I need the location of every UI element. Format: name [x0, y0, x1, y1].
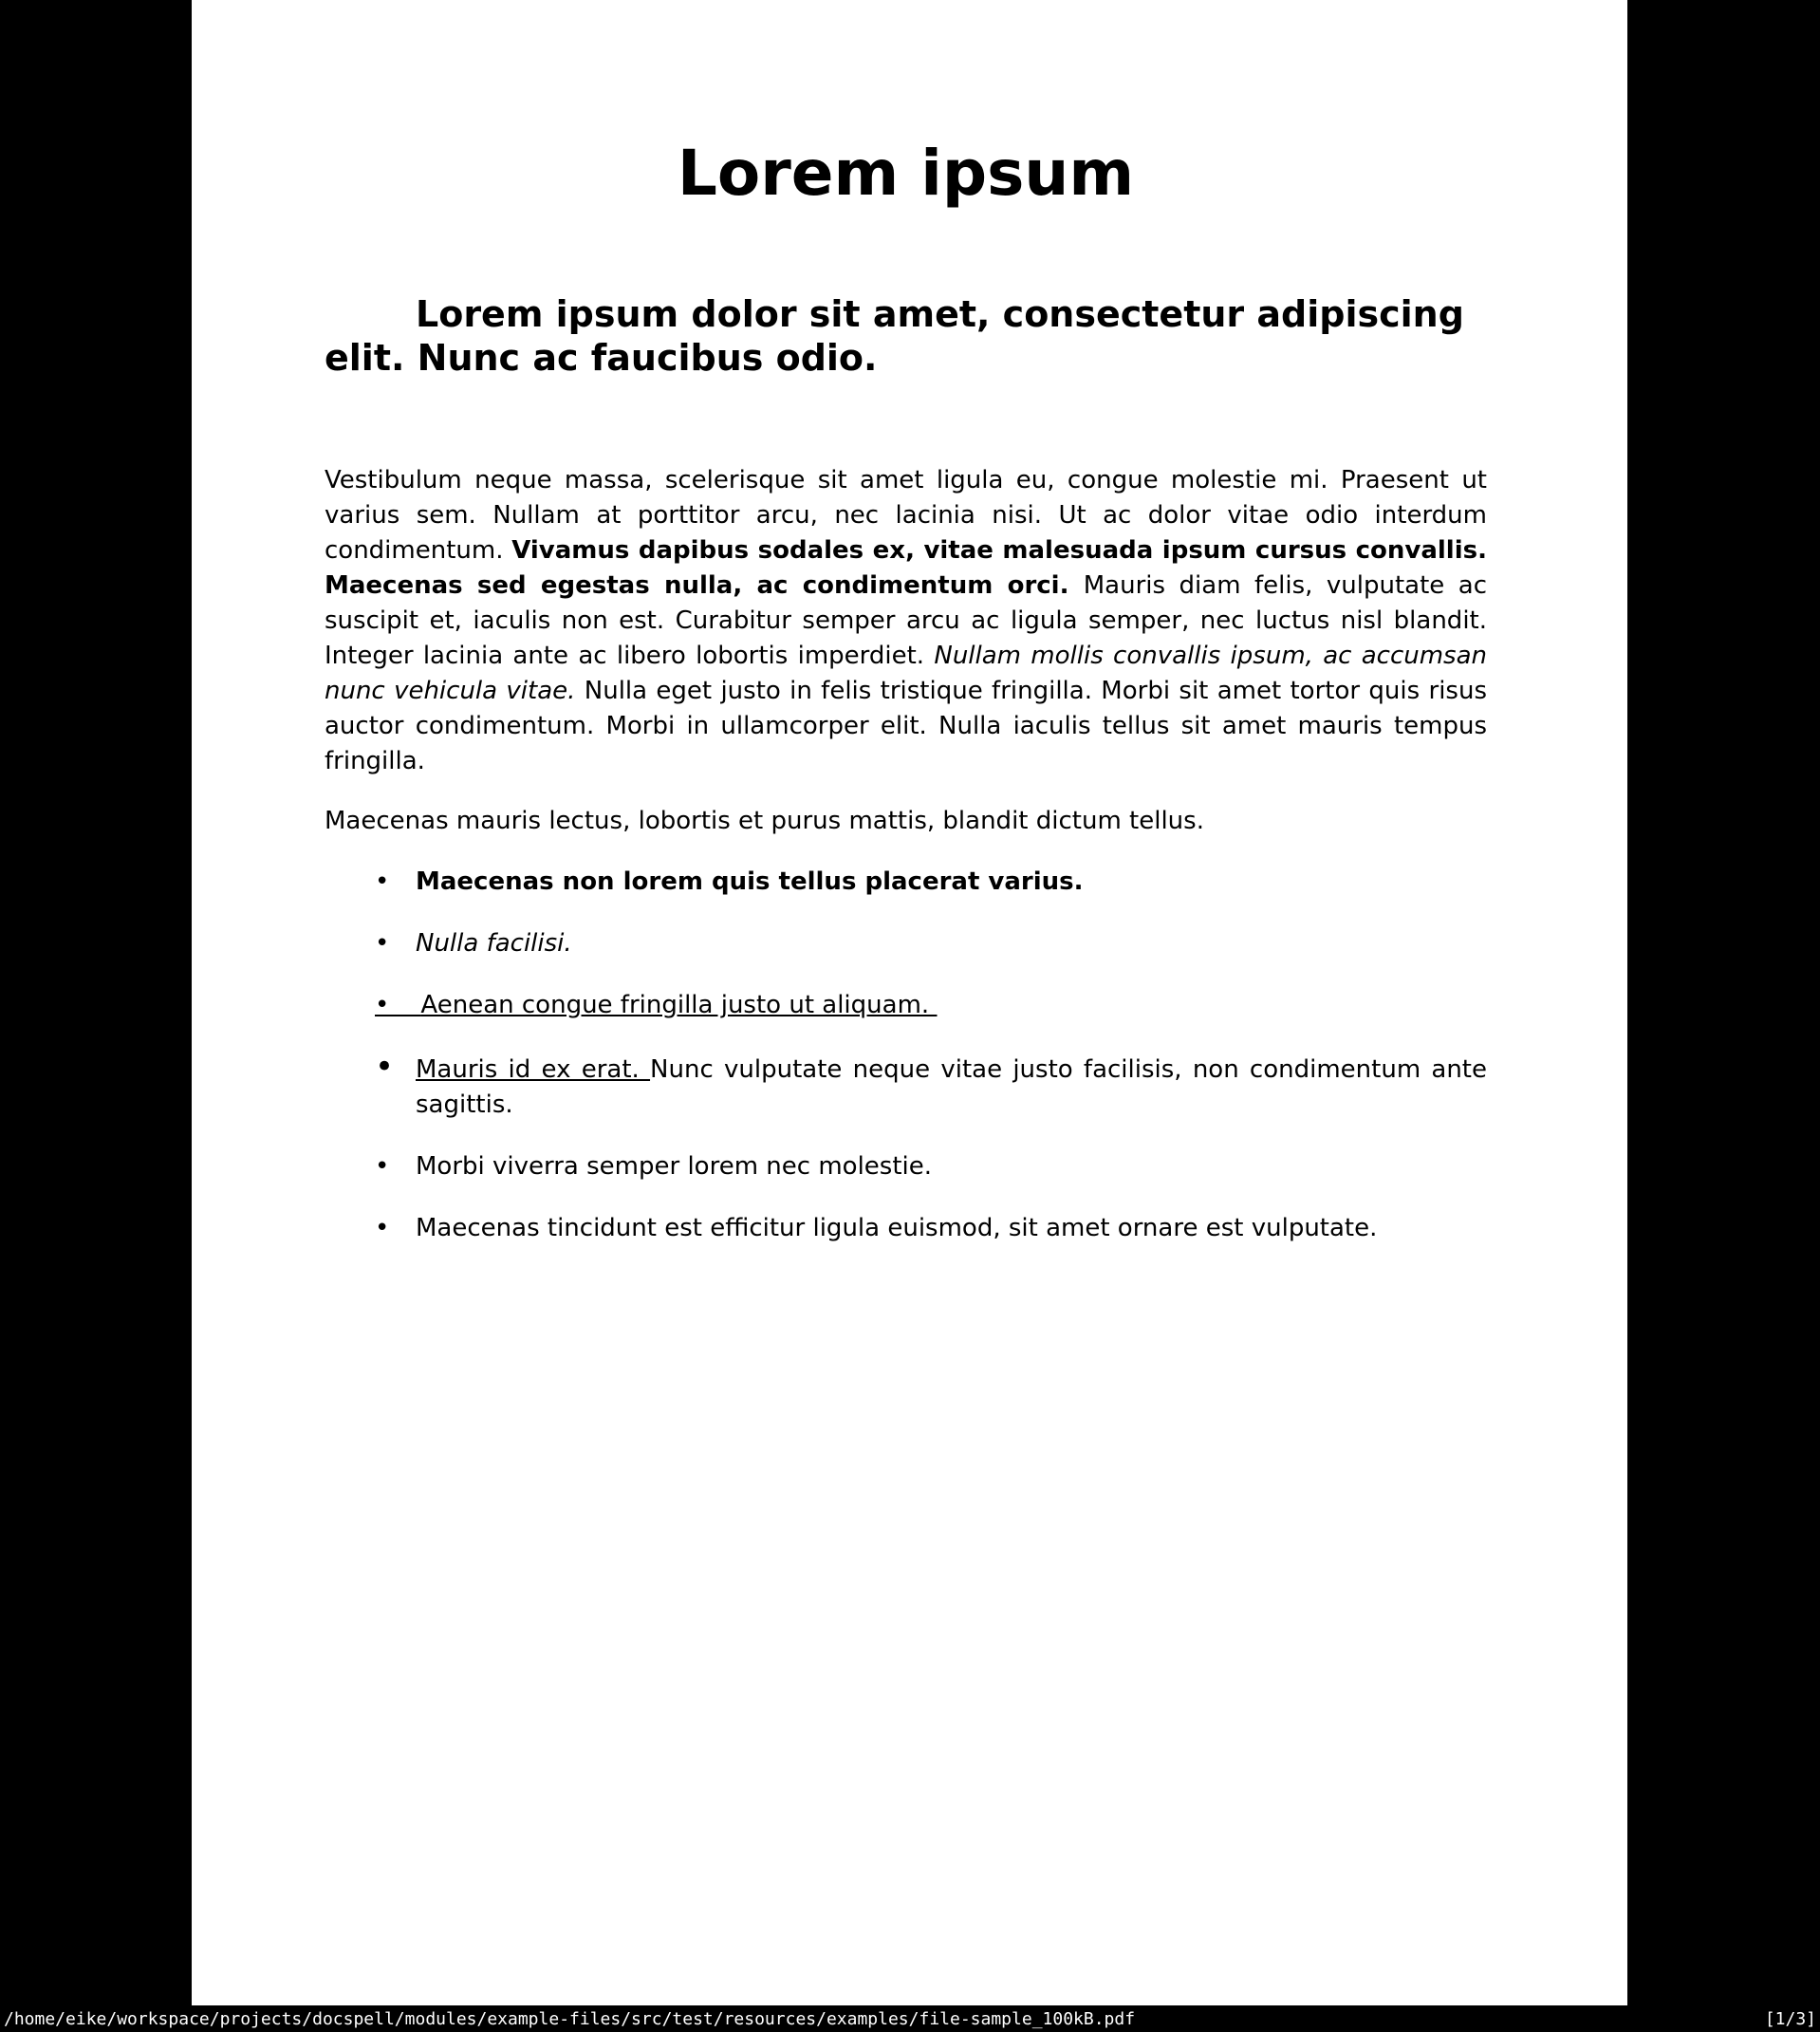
- list-item: [325, 865, 1487, 900]
- document-title: Lorem ipsum: [677, 137, 1135, 210]
- bullet-icon: •: [375, 1214, 390, 1242]
- text-segment: Mauris id ex erat.: [416, 1055, 651, 1084]
- page-indicator: [1/3]: [1764, 2008, 1816, 2029]
- bullet-icon: •: [375, 1048, 395, 1086]
- text-segment: Nulla eget justo in felis tristique fringilla. Morbi sit amet tortor quis risus auctor condimentum. Morbi in ullamcorper elit. Nulla iaculis tellus sit amet mauris tempus fringilla.: [325, 677, 1487, 775]
- status-bar: [0, 2005, 1820, 2032]
- bullet-icon: •: [375, 867, 390, 896]
- pdf-page: [192, 0, 1627, 2005]
- text-segment: Nullam mollis convallis ipsum, ac accumsan nunc vehicula vitae.: [325, 642, 1488, 705]
- text-segment: Nunc vulputate neque vitae justo facilisis, non condimentum ante sagittis.: [416, 1055, 1487, 1119]
- bullet-icon: •: [375, 1152, 390, 1181]
- document-heading: Lorem ipsum dolor sit amet, consectetur adipiscing elit. Nunc ac faucibus odio.: [325, 293, 1464, 379]
- text-segment: Vivamus dapibus sodales ex, vitae malesuada ipsum cursus convallis. Maecenas sed egestas nulla, ac condimentum orci.: [325, 536, 1487, 600]
- list-item: [325, 1149, 1487, 1184]
- underlined-run: [375, 991, 937, 1019]
- list-item: [325, 1050, 1487, 1123]
- text-segment: Aenean congue fringilla justo ut aliquam.: [420, 991, 938, 1019]
- text-segment: Mauris diam felis, vulputate ac suscipit et, iaculis non est. Curabitur semper arcu ac ligula semper, nec luctus nisl blandit. Integer lacinia ante ac libero lobortis imperdiet.: [325, 571, 1488, 670]
- text-segment: Nulla facilisi.: [416, 929, 572, 958]
- list-item: [325, 1211, 1487, 1246]
- paragraph-main: [325, 463, 1487, 779]
- paragraph-intro-list: Maecenas mauris lectus, lobortis et purus mattis, blandit dictum tellus.: [325, 807, 1204, 835]
- list-item: [325, 926, 1487, 961]
- list-item: [325, 988, 1487, 1023]
- bullet-icon: •: [375, 929, 390, 958]
- file-path: /home/eike/workspace/projects/docspell/modules/example-files/src/test/resources/examples/file-sample_100kB.pdf: [4, 2008, 1136, 2029]
- text-segment: Vestibulum neque massa, scelerisque sit amet ligula eu, congue molestie mi. Praesent ut varius sem. Nullam at porttitor arcu, nec lacinia nisi. Ut ac dolor vitae odio interdum condimentum.: [325, 466, 1487, 565]
- text-segment: Morbi viverra semper lorem nec molestie.: [416, 1152, 933, 1181]
- text-segment: Maecenas non lorem quis tellus placerat varius.: [416, 867, 1084, 896]
- bullet-icon: •: [375, 991, 421, 1019]
- bullet-list: [325, 865, 1487, 1246]
- text-segment: Maecenas tincidunt est efficitur ligula euismod, sit amet ornare est vulputate.: [416, 1214, 1378, 1242]
